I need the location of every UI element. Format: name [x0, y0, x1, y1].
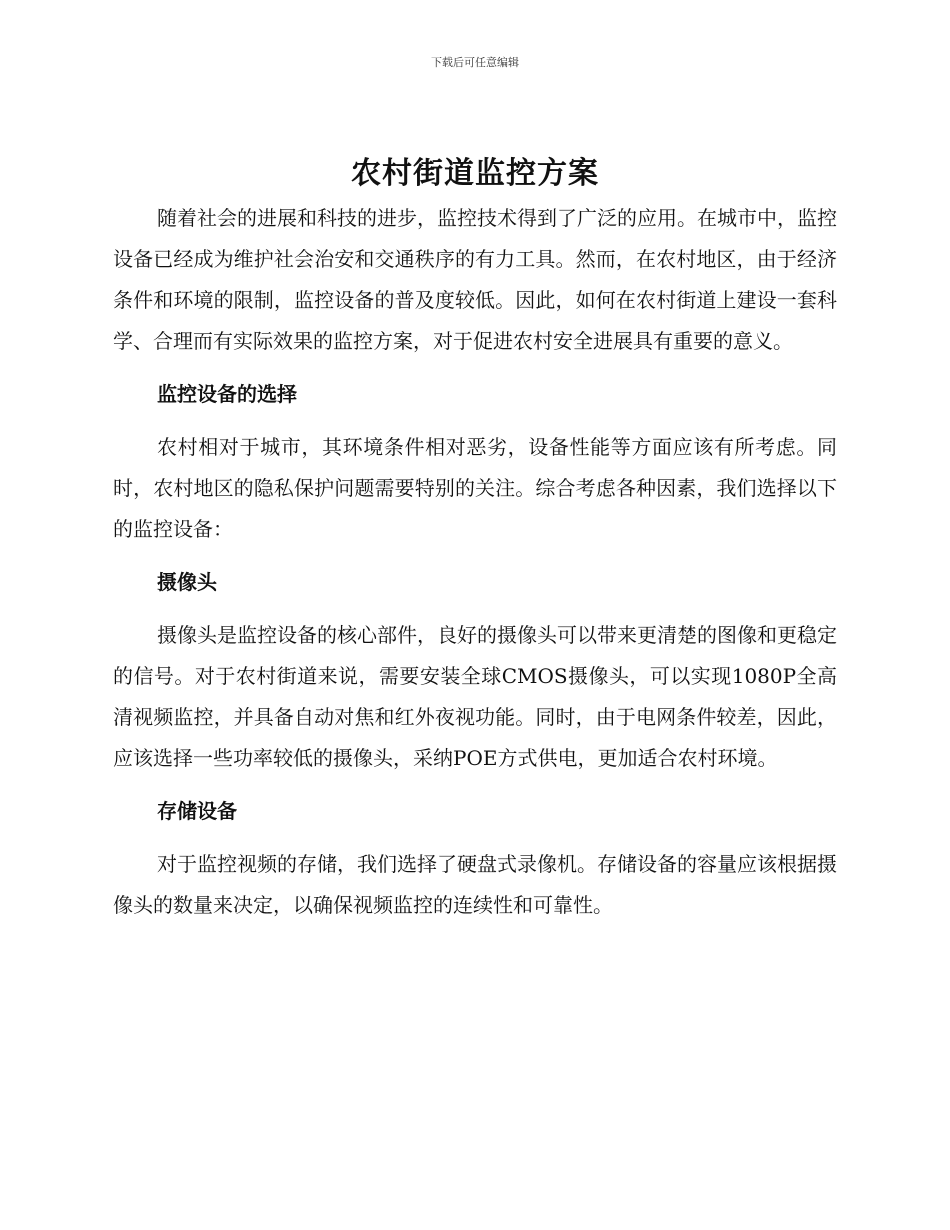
section-paragraph-storage: 对于监控视频的存储，我们选择了硬盘式录像机。存储设备的容量应该根据摄像头的数量来决定，以确保视频监控的连续性和可靠性。	[113, 852, 837, 917]
section-heading-storage: 存储设备	[157, 799, 237, 823]
section-paragraph-camera: 摄像头是监控设备的核心部件，良好的摄像头可以带来更清楚的图像和更稳定的信号。对于农村街道来说，需要安装全球CMOS摄像头，可以实现1080P全高清视频监控，并具备自动对焦和红外夜视功能。同时，由于电网条件较差，因此，应该选择一些功率较低的摄像头，采纳POE方式供电，更加适合农村环境。	[113, 623, 837, 770]
section-paragraph-device-selection: 农村相对于城市，其环境条件相对恶劣，设备性能等方面应该有所考虑。同时，农村地区的隐私保护问题需要特别的关注。综合考虑各种因素，我们选择以下的监控设备：	[113, 435, 837, 541]
section-heading-camera: 摄像头	[157, 570, 217, 594]
document-title: 农村街道监控方案	[351, 156, 599, 191]
document-body	[113, 150, 837, 926]
section-heading-device-selection: 监控设备的选择	[157, 382, 297, 406]
intro-paragraph: 随着社会的进展和科技的进步，监控技术得到了广泛的应用。在城市中，监控设备已经成为维护社会治安和交通秩序的有力工具。然而，在农村地区，由于经济条件和环境的限制，监控设备的普及度较低。因此，如何在农村街道上建设一套科学、合理而有实际效果的监控方案，对于促进农村安全进展具有重要的意义。	[113, 206, 837, 353]
running-header: 下载后可任意编辑	[431, 56, 519, 69]
